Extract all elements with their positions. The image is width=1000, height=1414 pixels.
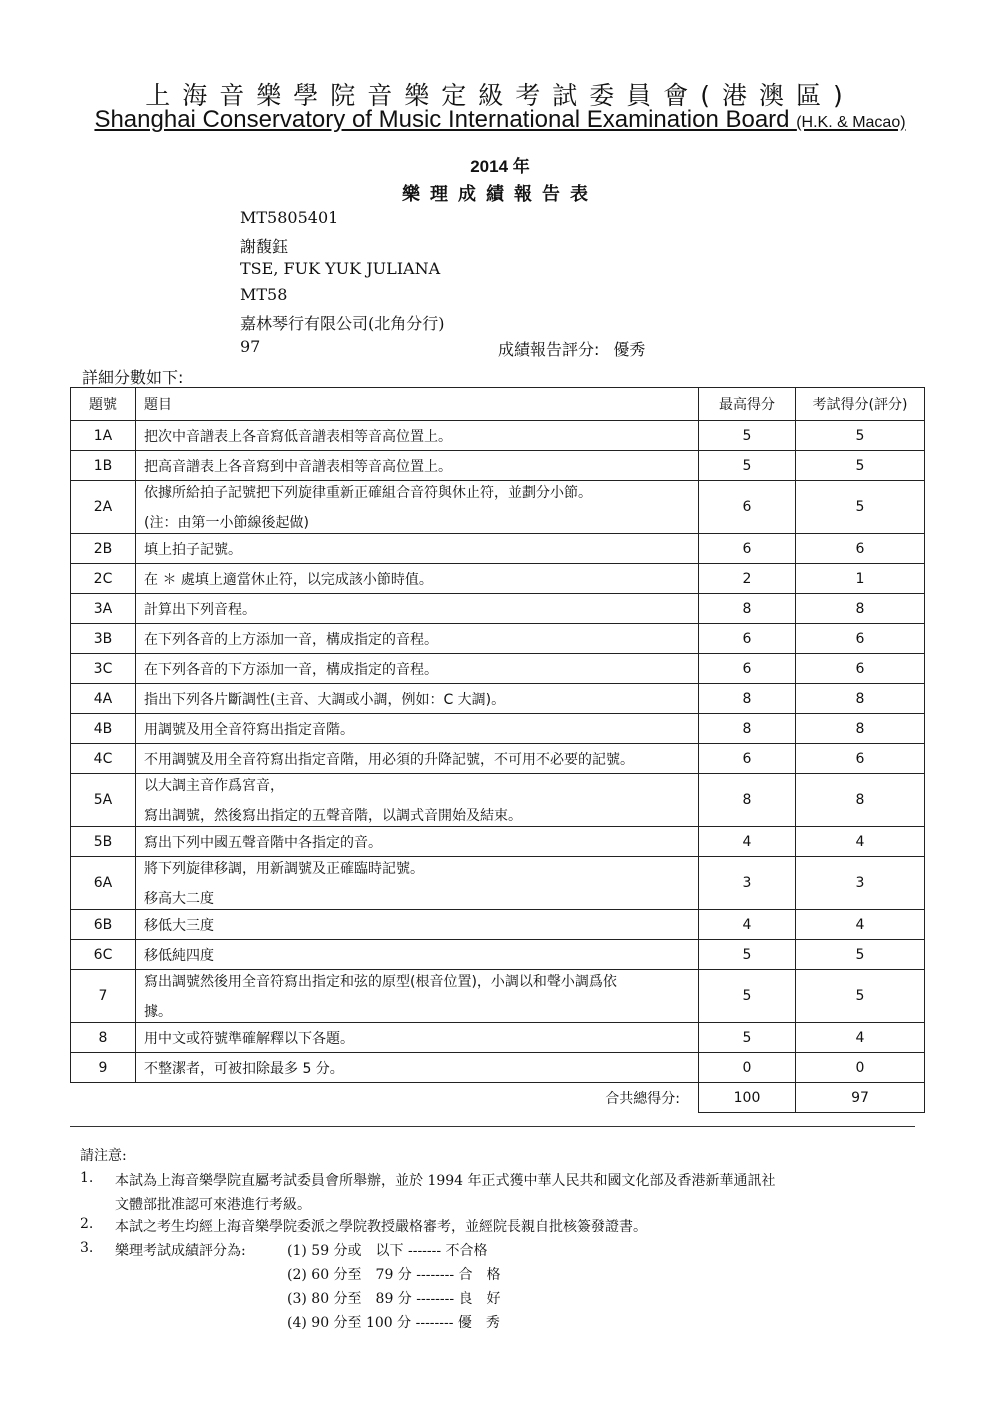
score-table-body xyxy=(71,421,925,1083)
question-topic-line1: 在 ＊ 處填上適當休止符，以完成該小節時值。 xyxy=(144,571,433,588)
question-topic xyxy=(136,451,699,481)
max-score: 2 xyxy=(699,564,796,594)
board-title-english-main: Shanghai Conservatory of Music International Examination Board xyxy=(94,106,790,133)
score-obtained: 4 xyxy=(796,910,925,940)
question-topic-line2: 寫出調號，然後寫出指定的五聲音階，以調式音開始及結束。 xyxy=(144,808,522,824)
max-score: 5 xyxy=(699,1023,796,1053)
question-topic-line1: 在下列各音的下方添加一音，構成指定的音程。 xyxy=(144,661,438,678)
table-row xyxy=(71,774,925,827)
grade-scale-1: (1) 59 分或 以下 ------- 不合格 xyxy=(287,1243,488,1259)
header-topic: 題目 xyxy=(136,388,699,421)
board-title-chinese: 上海音樂學院音樂定級考試委員會(港澳區) xyxy=(145,81,855,110)
question-topic xyxy=(136,827,699,857)
detail-heading: 詳細分數如下: xyxy=(82,368,184,387)
question-topic xyxy=(136,1023,699,1053)
question-topic-line1: 以大調主音作爲宮音， xyxy=(144,778,284,794)
question-number: 2C xyxy=(71,564,136,594)
table-row xyxy=(71,940,925,970)
question-topic xyxy=(136,481,699,534)
max-score: 8 xyxy=(699,684,796,714)
score-obtained: 4 xyxy=(796,827,925,857)
score-table xyxy=(70,387,925,1113)
question-topic-line2: 據。 xyxy=(144,1004,172,1020)
note-2-line1: 本試之考生均經上海音樂學院委派之學院教授嚴格審考，並經院長親自批核簽發證書。 xyxy=(115,1219,647,1235)
question-number: 7 xyxy=(71,970,136,1023)
grade-scale-4: (4) 90 分至 100 分 -------- 優 秀 xyxy=(287,1315,500,1331)
question-topic-line1: 寫出下列中國五聲音階中各指定的音。 xyxy=(144,834,382,851)
max-score: 6 xyxy=(699,534,796,564)
notes-heading: 請注意: xyxy=(80,1148,127,1164)
question-topic-line1: 移低大三度 xyxy=(144,917,214,934)
score-obtained: 6 xyxy=(796,654,925,684)
question-topic xyxy=(136,624,699,654)
question-topic-line1: 寫出調號然後用全音符寫出指定和弦的原型(根音位置)，小調以和聲小調爲依 xyxy=(144,974,617,990)
score-obtained: 6 xyxy=(796,624,925,654)
divider-line xyxy=(70,1126,915,1127)
max-score: 6 xyxy=(699,654,796,684)
question-topic xyxy=(136,564,699,594)
table-row xyxy=(71,534,925,564)
question-number: 5A xyxy=(71,774,136,827)
notes-section xyxy=(80,1145,127,1173)
score-obtained: 8 xyxy=(796,594,925,624)
grade-scale-3: (3) 80 分至 89 分 -------- 良 好 xyxy=(287,1291,501,1307)
candidate-number-value: MT5805401 xyxy=(240,208,339,227)
question-topic-line1: 填上拍子記號。 xyxy=(144,541,242,558)
total-score-value: 97 xyxy=(240,337,261,356)
max-score: 8 xyxy=(699,594,796,624)
question-topic-line1: 用調號及用全音符寫出指定音階。 xyxy=(144,721,354,738)
question-topic xyxy=(136,594,699,624)
question-number: 6C xyxy=(71,940,136,970)
table-row xyxy=(71,481,925,534)
max-score: 6 xyxy=(699,624,796,654)
grade-value: 優秀 xyxy=(613,340,646,359)
question-number: 4C xyxy=(71,744,136,774)
table-row xyxy=(71,684,925,714)
table-row xyxy=(71,1053,925,1083)
score-obtained: 1 xyxy=(796,564,925,594)
max-score: 6 xyxy=(699,481,796,534)
max-score: 6 xyxy=(699,744,796,774)
max-score: 5 xyxy=(699,970,796,1023)
max-score: 5 xyxy=(699,451,796,481)
score-obtained: 8 xyxy=(796,714,925,744)
header-question-no: 題號 xyxy=(71,388,136,421)
grade-scale-2: (2) 60 分至 79 分 -------- 合 格 xyxy=(287,1267,501,1283)
total-label: 合共總得分: xyxy=(605,1090,680,1107)
question-topic-line1: 計算出下列音程。 xyxy=(144,601,256,618)
header-score-obtained: 考試得分(評分) xyxy=(796,388,925,421)
question-topic-line1: 在下列各音的上方添加一音，構成指定的音程。 xyxy=(144,631,438,648)
question-topic-line1: 把高音譜表上各音寫到中音譜表相等音高位置上。 xyxy=(144,458,452,475)
question-number: 2B xyxy=(71,534,136,564)
question-number: 6B xyxy=(71,910,136,940)
table-row xyxy=(71,910,925,940)
exam-code-value: MT58 xyxy=(240,285,288,304)
question-topic-line1: 把次中音譜表上各音寫低音譜表相等音高位置上。 xyxy=(144,428,452,445)
table-row xyxy=(71,857,925,910)
question-number: 6A xyxy=(71,857,136,910)
question-number: 5B xyxy=(71,827,136,857)
table-row xyxy=(71,714,925,744)
score-obtained: 4 xyxy=(796,1023,925,1053)
score-obtained: 8 xyxy=(796,684,925,714)
score-obtained: 5 xyxy=(796,451,925,481)
total-row xyxy=(71,1083,925,1113)
table-row xyxy=(71,624,925,654)
question-topic-line1: 不整潔者，可被扣除最多 5 分。 xyxy=(144,1060,344,1077)
table-row xyxy=(71,1023,925,1053)
board-title-english xyxy=(0,106,1000,134)
table-row xyxy=(71,827,925,857)
table-row xyxy=(71,970,925,1023)
grade-row xyxy=(498,337,645,360)
score-obtained: 0 xyxy=(796,1053,925,1083)
question-topic-line1: 指出下列各片斷調性(主音、大調或小調，例如：C 大調)。 xyxy=(144,691,506,708)
note-1-line1: 本試為上海音樂學院直屬考試委員會所舉辦，並於 1994 年正式獲中華人民共和國文化部及香港新華通訊社 xyxy=(115,1173,776,1189)
score-obtained: 5 xyxy=(796,970,925,1023)
question-topic xyxy=(136,774,699,827)
max-score: 8 xyxy=(699,714,796,744)
candidate-name-en-value: TSE, FUK YUK JULIANA xyxy=(240,259,441,278)
total-blank xyxy=(71,1083,136,1113)
board-title-region: (H.K. & Macao) xyxy=(796,114,906,131)
score-obtained: 8 xyxy=(796,774,925,827)
table-row xyxy=(71,654,925,684)
question-topic-line1: 移低純四度 xyxy=(144,947,214,964)
question-number: 9 xyxy=(71,1053,136,1083)
note-1-line2: 文體部批准認可來港進行考級。 xyxy=(115,1197,311,1213)
question-number: 2A xyxy=(71,481,136,534)
max-score: 5 xyxy=(699,421,796,451)
question-number: 4B xyxy=(71,714,136,744)
question-topic-line1: 依據所給拍子記號把下列旋律重新正確組合音符與休止符，並劃分小節。 xyxy=(144,485,592,501)
table-row xyxy=(71,421,925,451)
score-obtained: 6 xyxy=(796,744,925,774)
max-score: 4 xyxy=(699,827,796,857)
score-table-header xyxy=(71,388,925,421)
question-topic-line1: 用中文或符號準確解釋以下各題。 xyxy=(144,1030,354,1047)
question-number: 1B xyxy=(71,451,136,481)
question-topic xyxy=(136,1053,699,1083)
question-topic-line1: 不用調號及用全音符寫出指定音階，用必須的升降記號，不可用不必要的記號。 xyxy=(144,751,634,768)
max-score: 4 xyxy=(699,910,796,940)
question-topic xyxy=(136,421,699,451)
question-topic xyxy=(136,744,699,774)
note-3-number: 3. xyxy=(80,1240,94,1256)
header-max-score: 最高得分 xyxy=(699,388,796,421)
question-topic xyxy=(136,970,699,1023)
table-row xyxy=(71,451,925,481)
report-title: 樂理成績報告表 xyxy=(402,184,598,205)
total-obtained: 97 xyxy=(796,1083,925,1113)
grade-label: 成績報告評分: xyxy=(498,340,600,359)
score-obtained: 5 xyxy=(796,481,925,534)
max-score: 0 xyxy=(699,1053,796,1083)
note-1-number: 1. xyxy=(80,1170,94,1186)
table-row xyxy=(71,594,925,624)
question-topic xyxy=(136,857,699,910)
max-score: 3 xyxy=(699,857,796,910)
question-topic-line1: 將下列旋律移調，用新調號及正確臨時記號。 xyxy=(144,861,424,877)
question-number: 8 xyxy=(71,1023,136,1053)
question-number: 4A xyxy=(71,684,136,714)
question-number: 3B xyxy=(71,624,136,654)
note-2-number: 2. xyxy=(80,1216,94,1232)
table-row xyxy=(71,564,925,594)
score-obtained: 5 xyxy=(796,421,925,451)
question-topic xyxy=(136,684,699,714)
question-topic-line2: 移高大二度 xyxy=(144,891,214,907)
max-score: 5 xyxy=(699,940,796,970)
question-topic xyxy=(136,910,699,940)
question-topic xyxy=(136,714,699,744)
table-row xyxy=(71,744,925,774)
question-number: 3C xyxy=(71,654,136,684)
score-obtained: 6 xyxy=(796,534,925,564)
applicant-value: 嘉林琴行有限公司(北角分行) xyxy=(240,314,445,333)
question-number: 1A xyxy=(71,421,136,451)
total-max: 100 xyxy=(699,1083,796,1113)
question-topic-line2: (注：由第一小節線後起做) xyxy=(144,515,309,531)
max-score: 8 xyxy=(699,774,796,827)
question-topic xyxy=(136,534,699,564)
candidate-name-zh-value: 謝馥鈺 xyxy=(240,237,289,256)
score-obtained: 5 xyxy=(796,940,925,970)
note-3-line1: 樂理考試成績評分為: xyxy=(115,1243,246,1259)
question-topic xyxy=(136,940,699,970)
score-obtained: 3 xyxy=(796,857,925,910)
question-number: 3A xyxy=(71,594,136,624)
question-topic xyxy=(136,654,699,684)
report-year: 2014 年 xyxy=(470,157,530,176)
